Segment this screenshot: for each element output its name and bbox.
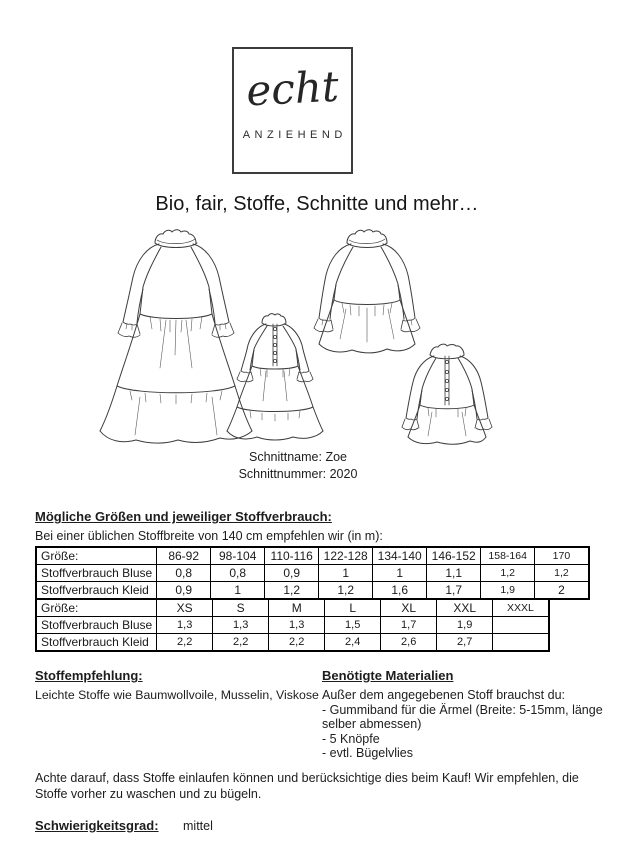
- value-cell: 1,3: [157, 617, 213, 634]
- fabric-section-text: Leichte Stoffe wie Baumwollvoile, Musselin, Viskose: [35, 688, 319, 702]
- value-cell: 0,9: [265, 565, 319, 582]
- size-header-cell: XL: [381, 599, 437, 617]
- adult-size-table: [35, 598, 550, 652]
- blouse-back-drawing: [402, 344, 492, 444]
- dress-back-drawing: [227, 314, 323, 440]
- value-cell: 1,2: [265, 582, 319, 600]
- difficulty-label: Schwierigkeitsgrad:: [35, 818, 159, 833]
- value-cell: 2,2: [269, 634, 325, 652]
- value-cell: 1,7: [381, 617, 437, 634]
- brand-logo: [232, 47, 353, 174]
- value-cell: 1: [373, 565, 427, 582]
- brand-logo-script: echt: [245, 61, 340, 116]
- size-header-cell: 158-164: [481, 547, 535, 565]
- row-label: Stoffverbrauch Kleid: [36, 582, 157, 600]
- size-header-cell: XXL: [437, 599, 493, 617]
- blouse-front-drawing: [314, 230, 420, 353]
- value-cell: 1,5: [325, 617, 381, 634]
- value-cell: 1,3: [269, 617, 325, 634]
- materials-item: - 5 Knöpfe: [322, 731, 380, 746]
- value-cell: 1,6: [373, 582, 427, 600]
- value-cell: 2: [535, 582, 589, 600]
- value-cell: 0,8: [211, 565, 265, 582]
- table-row: [36, 617, 549, 634]
- table-row: [36, 547, 589, 565]
- value-cell: 2,7: [437, 634, 493, 652]
- row-label: Stoffverbrauch Kleid: [36, 634, 157, 652]
- row-label: Größe:: [36, 599, 157, 617]
- care-note: Achte darauf, dass Stoffe einlaufen können und berücksichtige dies beim Kauf! Wir empfehlen, die Stoffe vorher zu waschen und zu bügeln.: [35, 771, 579, 801]
- fabric-section-heading: Stoffempfehlung:: [35, 668, 143, 683]
- table-row: [36, 582, 589, 600]
- value-cell: 1,2: [319, 582, 373, 600]
- table-row: [36, 565, 589, 582]
- value-cell: [493, 617, 549, 634]
- brand-logo-caption: ANZIEHEND: [242, 129, 347, 141]
- materials-intro: Außer dem angegebenen Stoff brauchst du:: [322, 688, 565, 702]
- value-cell: 2,2: [157, 634, 213, 652]
- value-cell: 1,2: [481, 565, 535, 582]
- value-cell: 1,3: [213, 617, 269, 634]
- value-cell: 1,7: [427, 582, 481, 600]
- value-cell: [493, 634, 549, 652]
- row-label: Stoffverbrauch Bluse: [36, 617, 157, 634]
- materials-item: - Gummiband für die Ärmel (Breite: 5-15mm, länge selber abmessen): [322, 702, 603, 731]
- size-header-cell: 170: [535, 547, 589, 565]
- size-header-cell: 86-92: [157, 547, 211, 565]
- sizes-section-intro: Bei einer üblichen Stoffbreite von 140 cm empfehlen wir (in m):: [35, 529, 383, 543]
- size-header-cell: M: [269, 599, 325, 617]
- difficulty-value: mittel: [183, 819, 213, 833]
- size-header-cell: 98-104: [211, 547, 265, 565]
- value-cell: 1,1: [427, 565, 481, 582]
- table-row: [36, 599, 549, 617]
- size-header-cell: 110-116: [265, 547, 319, 565]
- size-header-cell: XXXL: [493, 599, 549, 617]
- value-cell: 1: [211, 582, 265, 600]
- value-cell: 2,6: [381, 634, 437, 652]
- row-label: Größe:: [36, 547, 157, 565]
- size-header-cell: 122-128: [319, 547, 373, 565]
- size-header-cell: S: [213, 599, 269, 617]
- size-header-cell: L: [325, 599, 381, 617]
- size-header-cell: 134-140: [373, 547, 427, 565]
- kids-size-table: [35, 546, 590, 600]
- value-cell: 0,9: [157, 582, 211, 600]
- pattern-identification: [178, 449, 418, 483]
- value-cell: 0,8: [157, 565, 211, 582]
- garment-illustrations: [70, 227, 570, 449]
- materials-item: - evtl. Bügelvlies: [322, 746, 414, 760]
- pattern-name: Schnittname: Zoe: [249, 450, 347, 464]
- sizes-section-heading: Mögliche Größen und jeweiliger Stoffverbrauch:: [35, 509, 332, 524]
- table-row: [36, 634, 549, 652]
- value-cell: 1,9: [481, 582, 535, 600]
- value-cell: 1: [319, 565, 373, 582]
- value-cell: 2,2: [213, 634, 269, 652]
- value-cell: 1,2: [535, 565, 589, 582]
- pattern-number: Schnittnummer: 2020: [238, 467, 358, 481]
- value-cell: 2,4: [325, 634, 381, 652]
- size-header-cell: 146-152: [427, 547, 481, 565]
- page-title: Bio, fair, Stoffe, Schnitte und mehr…: [155, 193, 479, 215]
- materials-section-body: [322, 688, 606, 761]
- dress-front-drawing: [100, 230, 252, 443]
- materials-section-heading: Benötigte Materialien: [322, 668, 454, 683]
- size-header-cell: XS: [157, 599, 213, 617]
- row-label: Stoffverbrauch Bluse: [36, 565, 157, 582]
- value-cell: 1,9: [437, 617, 493, 634]
